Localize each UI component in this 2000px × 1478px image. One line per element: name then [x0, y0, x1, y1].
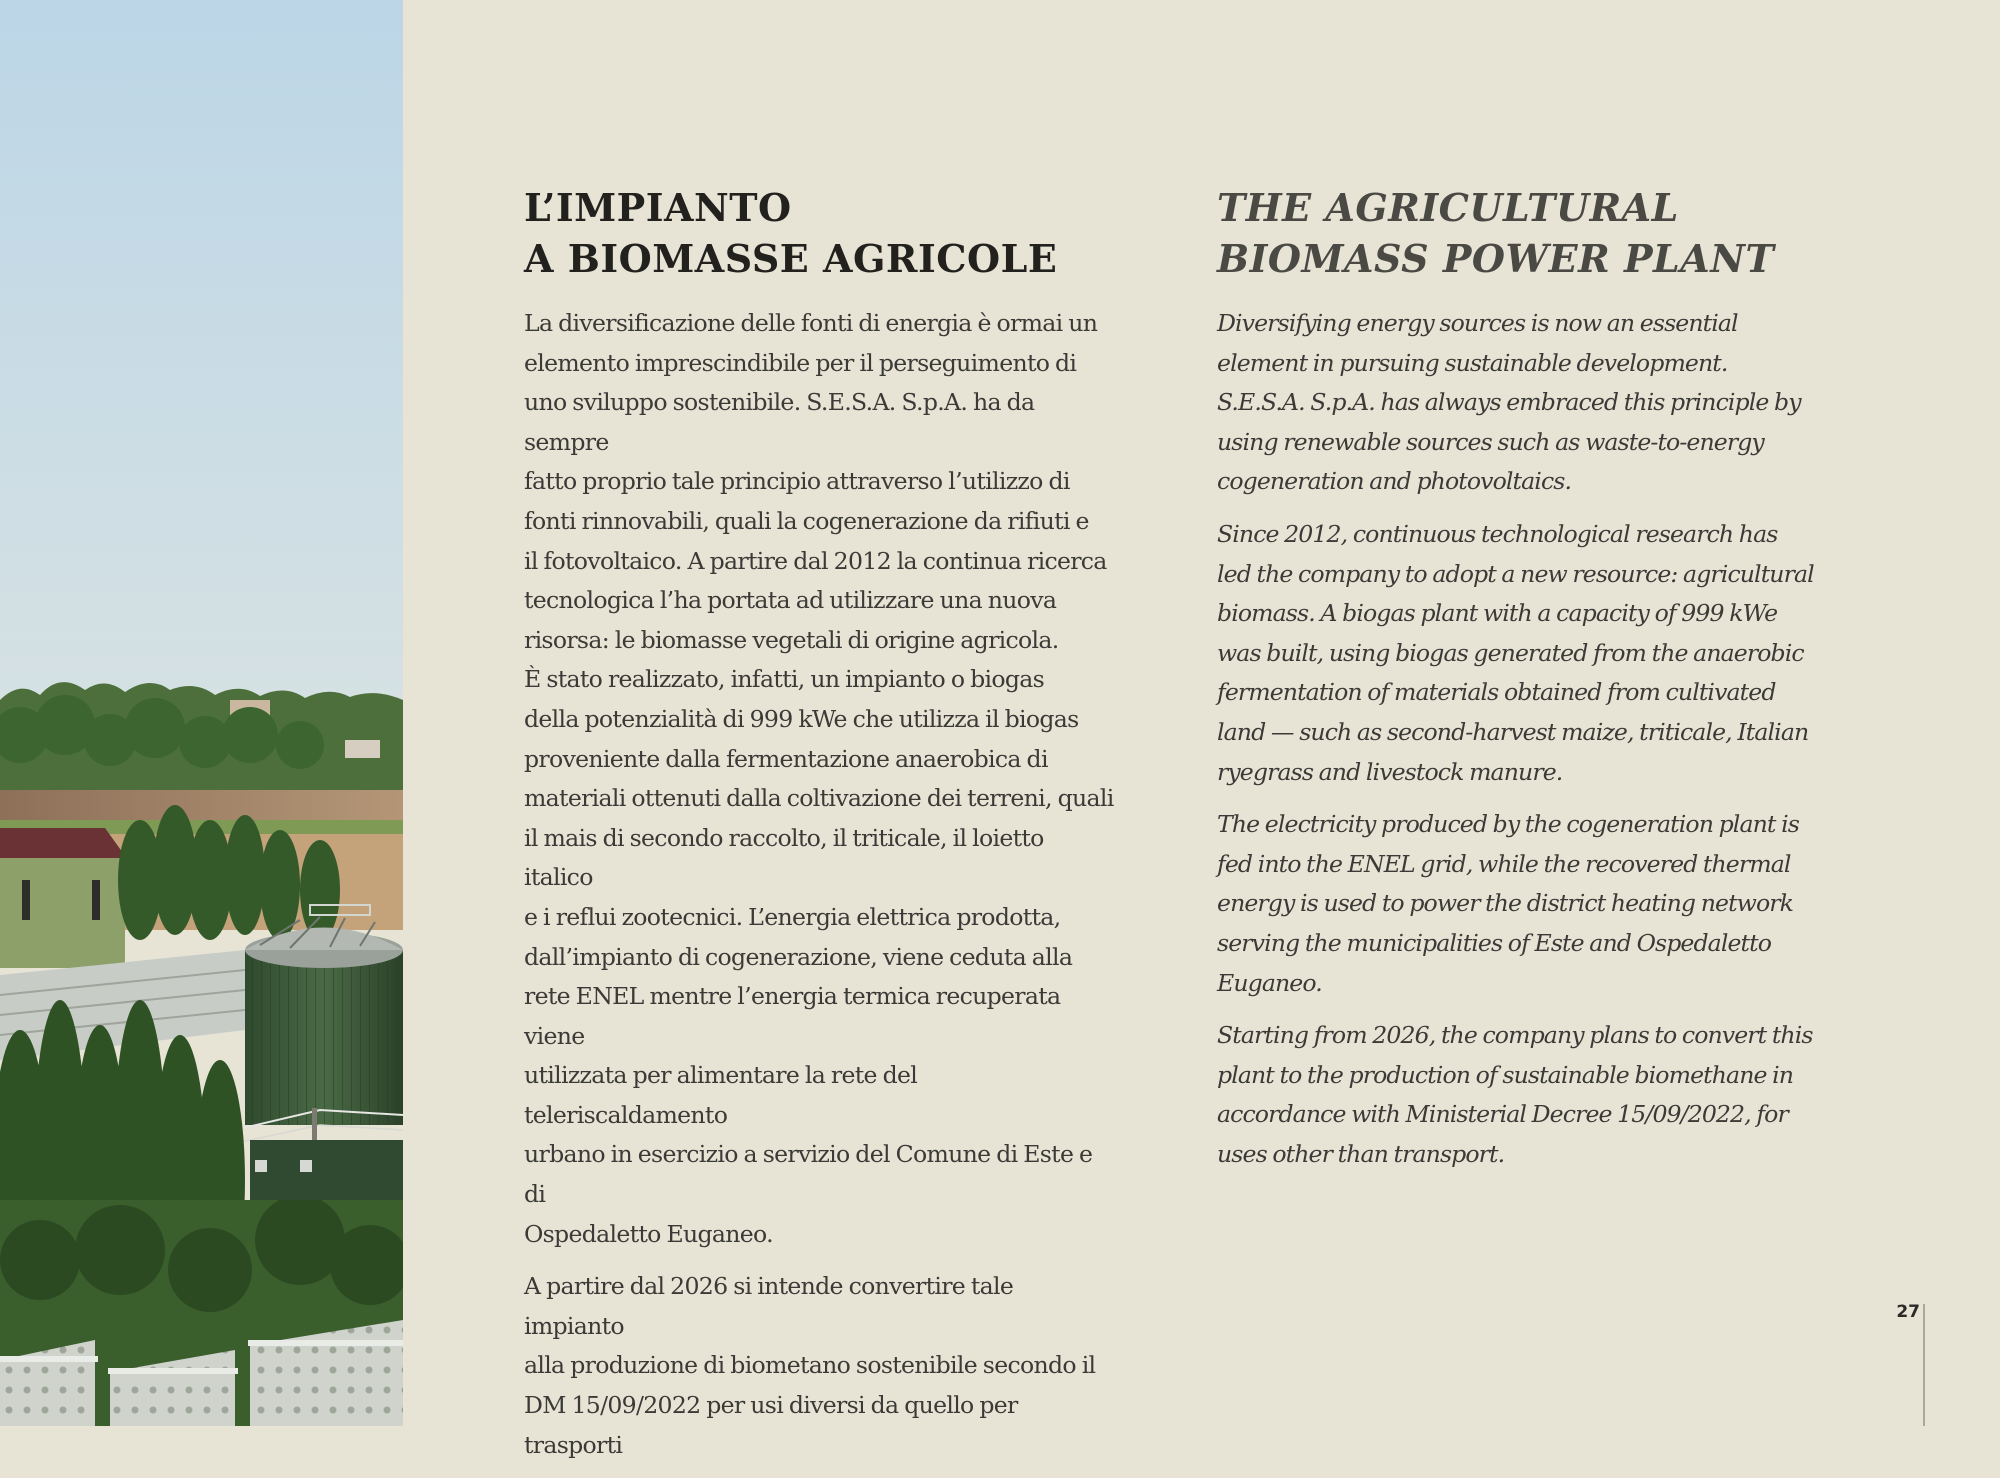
biogas-plant-photo: [0, 0, 403, 1426]
page-number-divider: [1923, 1304, 1925, 1426]
english-paragraph-3: The electricity produced by the cogeneration plant is fed into the ENEL grid, while the recovered thermal energy is used to power the district heating network serving the municipalities of Este and Ospedaletto Euganeo.: [1217, 810, 1799, 997]
italian-heading: [524, 182, 1114, 284]
italian-paragraph-1: La diversificazione delle fonti di energia è ormai un elemento imprescindibile per il perseguimento di uno sviluppo sostenibile. S.E.S.A. S.p.A. ha da sempre fatto proprio tale principio attraverso l’utilizzo di fonti rinnovabili, quali la cogenerazione da rifiuti e il fotovoltaico. A partire dal 2012 la continua ricerca tecnologica l’ha portata ad utilizzare una nuova risorsa: le biomasse vegetali di origine agricola. È stato realizzato, infatti, un impianto o biogas della potenzialità di 999 kWe che utilizza il biogas proveniente dalla fermentazione anaerobica di materiali ottenuti dalla coltivazione dei terreni, quali il mais di secondo raccolto, il triticale, il loietto italico e i reflui zootecnici. L’energia elettrica prodotta, dall’impianto di cogenerazione, viene ceduta alla rete ENEL mentre l’energia termica recuperata viene utilizzata per alimentare la rete del teleriscaldamento urbano in esercizio a servizio del Comune di Este e di Ospedaletto Euganeo.: [524, 309, 1114, 1248]
english-heading: [1217, 182, 1817, 284]
english-heading-line-1: THE AGRICULTURAL: [1217, 185, 1679, 230]
italian-paragraph-2: A partire dal 2026 si intende convertire tale impianto alla produzione di biometano sostenibile secondo il DM 15/09/2022 per usi diversi da quello per trasporti: [524, 1272, 1096, 1459]
italian-heading-line-2: A BIOMASSE AGRICOLE: [524, 236, 1058, 281]
english-heading-line-2: BIOMASS POWER PLANT: [1217, 236, 1775, 281]
italian-heading-line-1: L’IMPIANTO: [524, 185, 792, 230]
english-column: [1217, 182, 1817, 1187]
page-number: 27: [1896, 1302, 1920, 1322]
italian-column: [524, 182, 1114, 1478]
english-paragraph-2: Since 2012, continuous technological research has led the company to adopt a new resource: agricultural biomass. A biogas plant with a capacity of 999 kWe was built, using biogas generated from the anaerobic fermentation of materials obtained from cultivated land — such as second-harvest maize, triticale, Italian ryegrass and livestock manure.: [1217, 519, 1814, 786]
english-paragraph-4: Starting from 2026, the company plans to convert this plant to the production of sustainable biomethane in accordance with Ministerial Decree 15/09/2022, for uses other than transport.: [1217, 1021, 1813, 1168]
english-paragraph-1: Diversifying energy sources is now an essential element in pursuing sustainable development. S.E.S.A. S.p.A. has always embraced this principle by using renewable sources such as waste-to-energy cogeneration and photovoltaics.: [1217, 309, 1801, 496]
